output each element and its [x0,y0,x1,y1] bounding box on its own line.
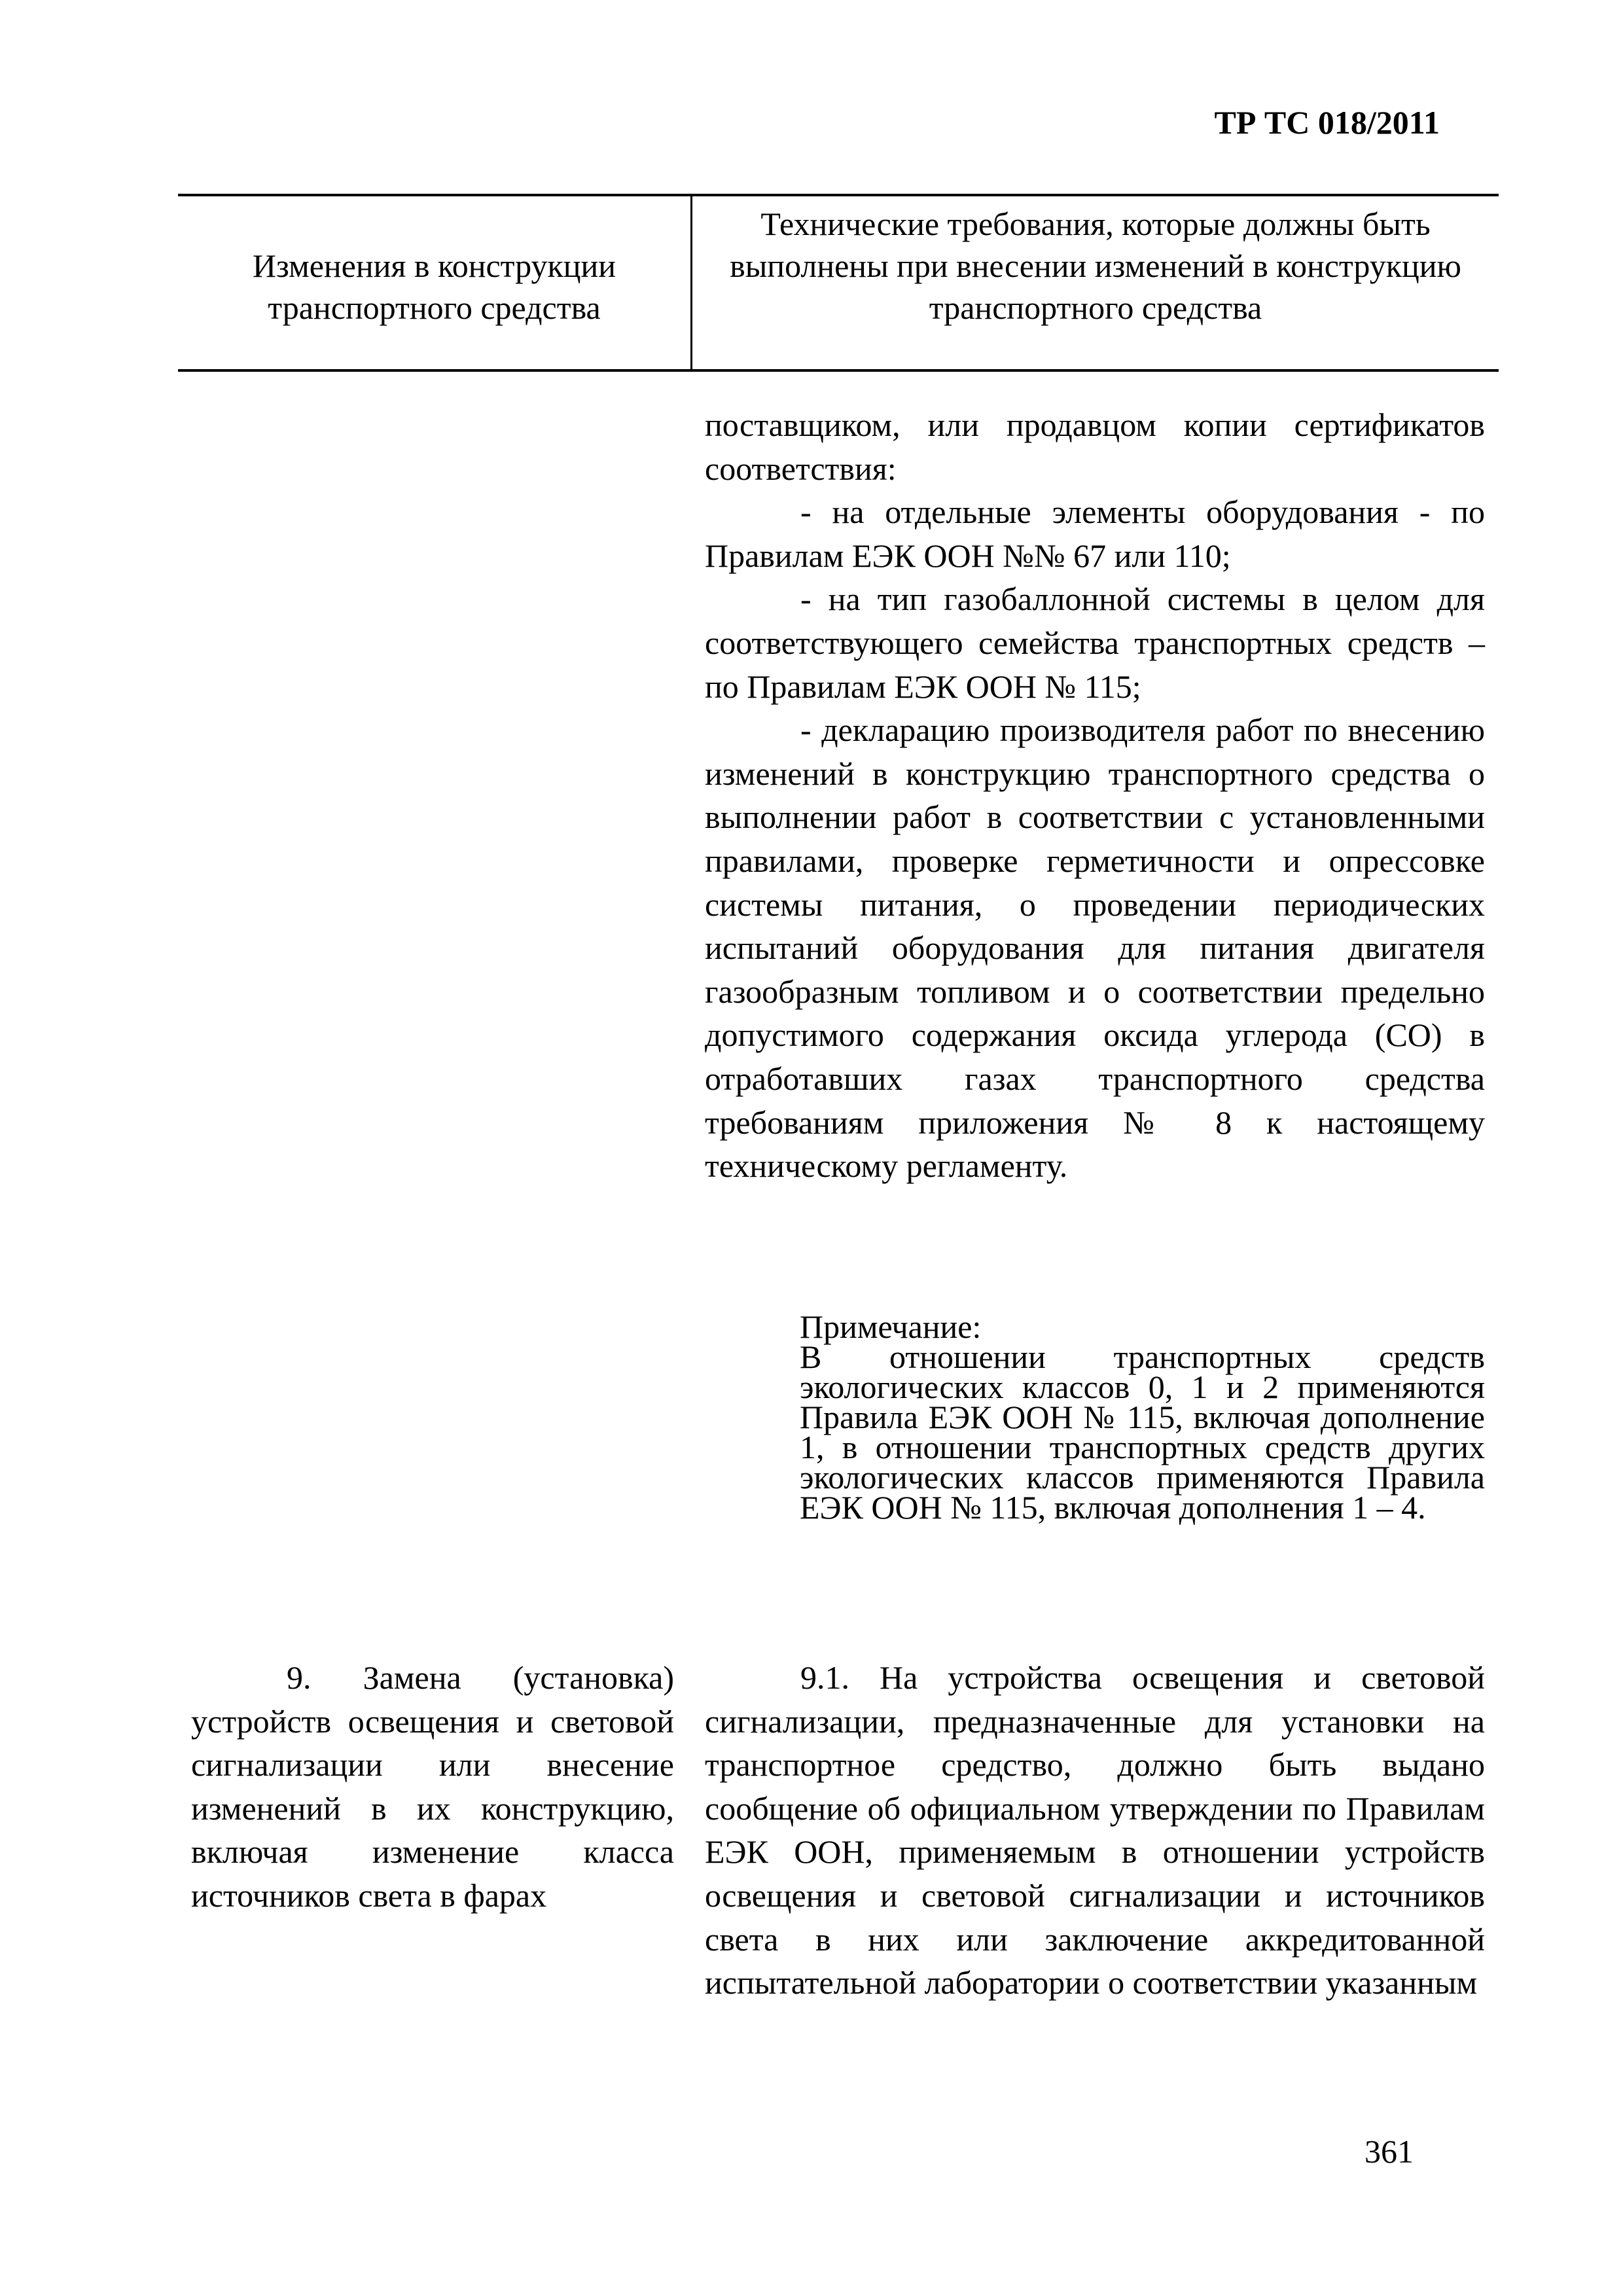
note-title: Примечание: [800,1308,982,1345]
paragraph-continuation: поставщиком, или продавцом копии сертификатов соответствия: [705,406,1485,487]
continuation-text [705,403,1485,1188]
paragraph-equipment-elements: - на отдельные элементы оборудования - по Правилам ЕЭК ООН №№ 67 или 110; [705,493,1485,574]
row-9-requirement-cell [705,1656,1485,2005]
document-code-header: ТР ТС 018/2011 [1214,104,1440,141]
row-9-change-text: 9. Замена (установка) устройств освещения и световой сигнализации или внесение изменений в их конструкцию, включая изменение класса источников света в фарах [191,1659,674,1914]
column-header-requirements: Технические требования, которые должны быть выполнены при внесении изменений в конструкцию транспортного средства [730,206,1461,326]
note-text: В отношении транспортных средств экологических классов 0, 1 и 2 применяются Правила ЕЭК ООН № 115, включая дополнение 1, в отношении транспортных средств других экологических классов применяются Правила ЕЭК ООН № 115, включая дополнения 1 – 4. [800,1338,1485,1526]
page-number: 361 [1364,2133,1414,2170]
column-header-changes: Изменения в конструкции транспортного средства [252,247,616,326]
note-block [800,1308,1485,1526]
row-9-change-cell [191,1656,674,1918]
paragraph-gas-system: - на тип газобаллонной системы в целом для соответствующего семейства транспортных средств – по Правилам ЕЭК ООН № 115; [705,581,1485,705]
paragraph-declaration: - декларацию производителя работ по внесению изменений в конструкцию транспортного средства о выполнении работ в соответствии с установленными правилами, проверке герметичности и опрессовке системы питания, о проведении периодических испытаний оборудования для питания двигателя газообразным топливом и о соответствии предельно допустимого содержания оксида углерода (CO) в отработавших газах транспортного средства требованиям приложения № 8 к настоящему техническому регламенту. [705,711,1485,1185]
row-9-requirement-text: 9.1. На устройства освещения и световой сигнализации, предназначенные для установки на транспортное средство, должно быть выдано сообщение об официальном утверждении по Правилам ЕЭК ООН, применяемым в отношении устройств освещения и световой сигнализации и источников света в них или заключение аккредитованной испытательной лаборатории о соответствии указанным [705,1659,1485,2001]
table-header [178,194,1499,372]
